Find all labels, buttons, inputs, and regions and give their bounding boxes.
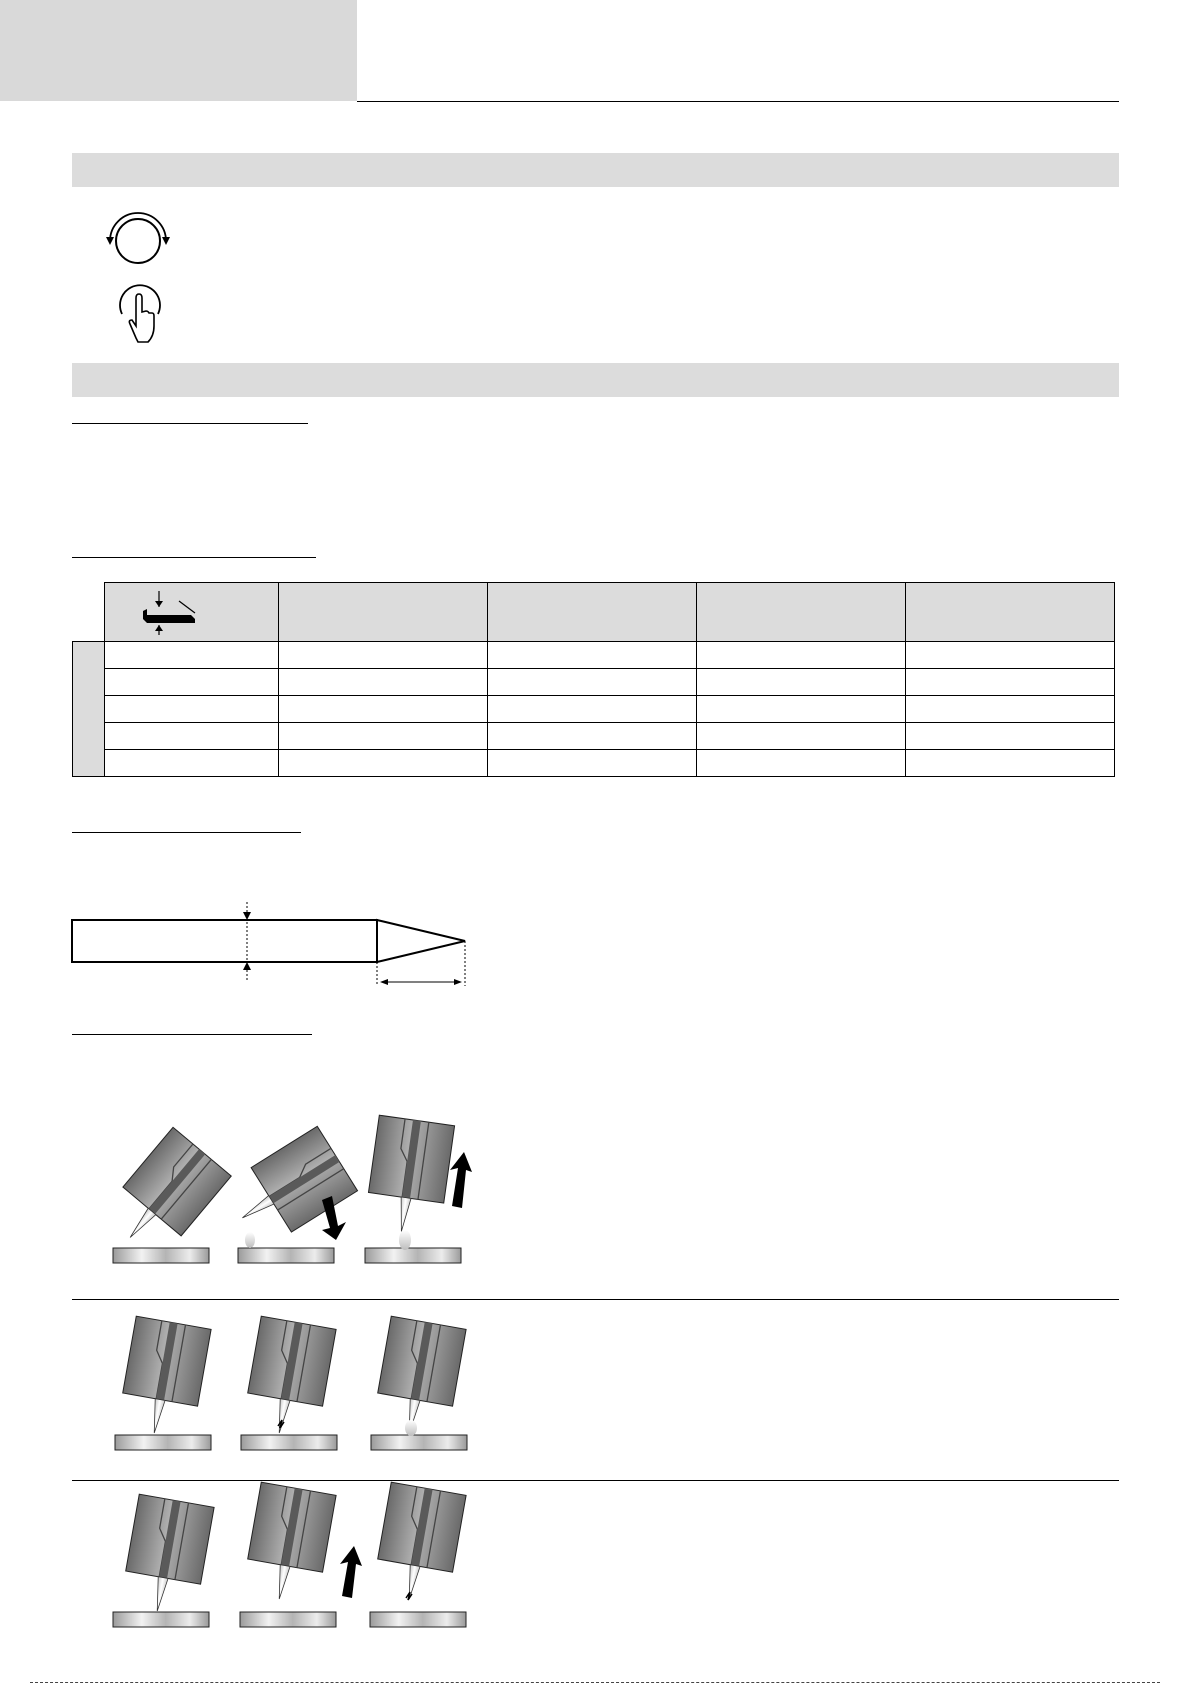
table-header-row <box>73 583 1115 642</box>
table-cell <box>906 642 1115 669</box>
header-cell-2 <box>279 583 488 642</box>
table-row <box>73 723 1115 750</box>
header-tab <box>0 0 357 101</box>
header-cell-3 <box>488 583 697 642</box>
table-cell <box>697 642 906 669</box>
table-cell <box>488 696 697 723</box>
table-cell <box>697 669 906 696</box>
table-cell <box>697 750 906 777</box>
table-cell <box>105 642 279 669</box>
electrode-diagram <box>70 900 470 990</box>
subheading-rule-3 <box>72 832 301 833</box>
table-cell <box>488 750 697 777</box>
header-rule <box>357 101 1119 102</box>
table-cell <box>697 723 906 750</box>
table-cell <box>279 669 488 696</box>
header-cell-4 <box>697 583 906 642</box>
section-band-welding <box>72 363 1119 397</box>
illustration-separator-1 <box>72 1299 1119 1300</box>
scratch-start-frame-2 <box>222 1126 357 1263</box>
page-bottom-rule <box>30 1682 1160 1683</box>
hf-start-frame-1 <box>115 1316 211 1450</box>
scratch-start-frame-3 <box>364 1115 472 1263</box>
table-row <box>73 696 1115 723</box>
arrow-up-icon <box>340 1546 362 1598</box>
table-row <box>73 642 1115 669</box>
scratch-start-frame-1 <box>101 1127 231 1263</box>
table-row <box>73 669 1115 696</box>
lift-start-frame-3 <box>370 1482 466 1627</box>
lift-start-frame-2 <box>240 1482 362 1627</box>
hf-start-frame-2 <box>241 1316 337 1450</box>
table-cell <box>105 696 279 723</box>
table-cell <box>906 669 1115 696</box>
table-row <box>73 750 1115 777</box>
sheet-thickness-icon <box>139 589 199 635</box>
table-cell <box>105 669 279 696</box>
table-cell <box>906 696 1115 723</box>
table-cell <box>488 642 697 669</box>
table-cell <box>279 642 488 669</box>
subheading-rule-4 <box>72 1034 312 1035</box>
hf-start-frame-3 <box>371 1316 467 1450</box>
subheading-rule-1 <box>72 423 308 424</box>
table-cell <box>105 723 279 750</box>
illustration-separator-2 <box>72 1480 1119 1481</box>
table-cell <box>906 750 1115 777</box>
press-knob-icon <box>110 280 170 346</box>
table-cell <box>906 723 1115 750</box>
header-cell-5 <box>906 583 1115 642</box>
table-cell <box>105 750 279 777</box>
table-cell <box>488 669 697 696</box>
table-cell <box>279 696 488 723</box>
section-band-controls <box>72 153 1119 187</box>
rotate-knob-icon <box>100 203 176 269</box>
arc-ignition-illustrations <box>100 1110 480 1670</box>
table-cell <box>279 750 488 777</box>
thickness-header-cell <box>105 583 279 642</box>
table-cell <box>488 723 697 750</box>
subheading-rule-2 <box>72 557 316 558</box>
table-cell <box>697 696 906 723</box>
lift-start-frame-1 <box>113 1494 214 1627</box>
side-label <box>73 642 105 777</box>
table-cell <box>279 723 488 750</box>
parameter-table <box>72 582 1115 777</box>
arrow-up-icon <box>450 1152 472 1208</box>
